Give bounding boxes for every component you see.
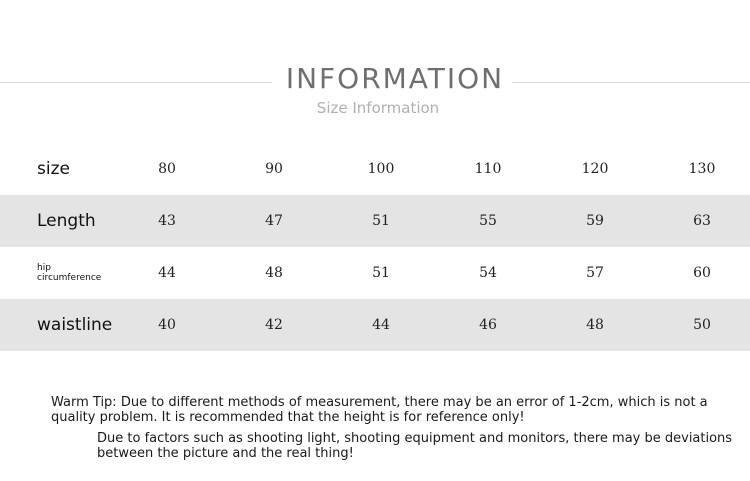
row-label-size: size: [37, 159, 70, 179]
table-cell: 57: [586, 265, 604, 281]
table-row-waistline: [0, 299, 750, 351]
size-table: [0, 143, 750, 351]
table-cell: 59: [586, 213, 604, 229]
table-row-size: [0, 143, 750, 195]
table-cell: 60: [693, 265, 711, 281]
row-label-waistline: waistline: [37, 315, 113, 335]
table-cell: 90: [265, 161, 283, 177]
table-cell: 50: [693, 317, 711, 333]
table-cell: 63: [693, 213, 711, 229]
table-cell: 48: [586, 317, 604, 333]
table-cell: 40: [158, 317, 176, 333]
table-cell: 44: [158, 265, 176, 281]
table-cell: 80: [158, 161, 176, 177]
page-title: INFORMATION: [285, 62, 505, 95]
row-label-length: Length: [37, 211, 96, 231]
table-cell: 55: [479, 213, 497, 229]
table-cell: 51: [372, 265, 390, 281]
row-label-hip: [37, 247, 101, 299]
disclaimer-text: Due to factors such as shooting light, shooting equipment and monitors, there may be deviations between the picture and the real thing!: [97, 431, 733, 461]
table-cell: 46: [479, 317, 497, 333]
page-subtitle: Size Information: [316, 99, 440, 117]
table-cell: 44: [372, 317, 390, 333]
row-label-hip-line1: hip: [37, 263, 51, 273]
table-cell: 120: [581, 161, 609, 177]
table-cell: 42: [265, 317, 283, 333]
table-cell: 51: [372, 213, 390, 229]
warm-tip-text: Warm Tip: Due to different methods of measurement, there may be an error of 1-2cm, which is not a quality problem. It is recommended that the height is for reference only!: [51, 395, 708, 425]
table-cell: 110: [474, 161, 502, 177]
table-cell: 130: [688, 161, 716, 177]
table-row-length: [0, 195, 750, 247]
table-cell: 48: [265, 265, 283, 281]
table-cell: 54: [479, 265, 497, 281]
table-cell: 43: [158, 213, 176, 229]
table-cell: 100: [367, 161, 395, 177]
row-label-hip-line2: circumference: [37, 273, 102, 283]
table-cell: 47: [265, 213, 283, 229]
table-row-hip: [0, 247, 750, 299]
